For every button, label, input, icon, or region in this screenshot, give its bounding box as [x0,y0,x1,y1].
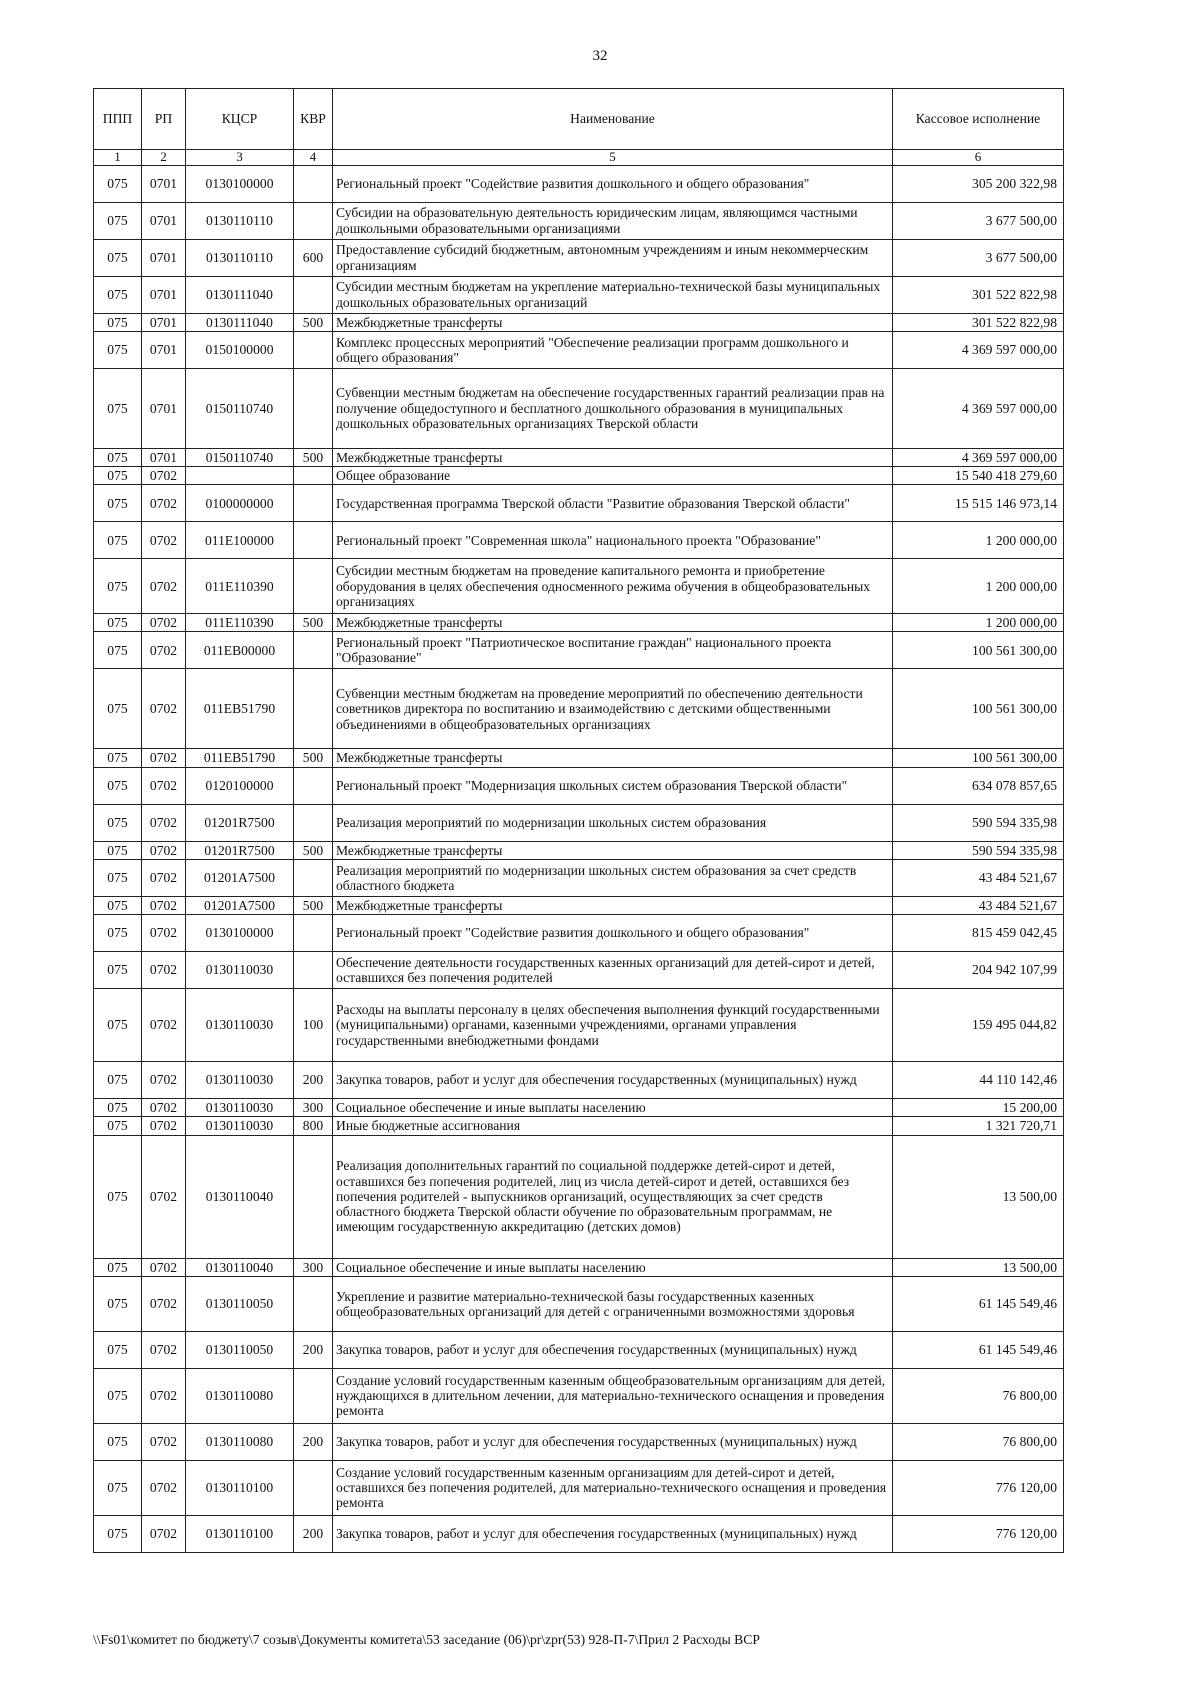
cell-kvr: 200 [294,1423,333,1460]
cell-kvr [294,915,333,952]
table-row [94,614,1064,632]
cell-ppp: 075 [94,1258,142,1276]
cell-ppp: 075 [94,1423,142,1460]
cell-rp: 0702 [142,1460,186,1515]
cell-ppp: 075 [94,1331,142,1368]
table-row [94,804,1064,841]
cell-name: Закупка товаров, работ и услуг для обеспечения государственных (муниципальных) нужд [333,1515,893,1552]
cell-kcsr: 0130110030 [186,989,294,1062]
header-name: Наименование [333,89,893,150]
cell-name: Создание условий государственным казенным общеобразовательным организациям для детей, нуждающихся в длительном лечении, для материально-технического оснащения и проведения ремонта [333,1368,893,1423]
cell-name: Закупка товаров, работ и услуг для обеспечения государственных (муниципальных) нужд [333,1062,893,1099]
cell-rp: 0702 [142,1258,186,1276]
cell-name: Региональный проект "Патриотическое воспитание граждан" национального проекта "Образование" [333,632,893,669]
cell-name: Субвенции местным бюджетам на проведение мероприятий по обеспечению деятельности советников директора по воспитанию и взаимодействию с детскими общественными объединениями в общеобразовательных организациях [333,669,893,749]
table-row [94,522,1064,559]
cell-kvr [294,331,333,368]
cell-rp: 0702 [142,522,186,559]
cell-amount: 301 522 822,98 [893,276,1064,313]
cell-kvr [294,466,333,484]
cell-amount: 776 120,00 [893,1460,1064,1515]
cell-ppp: 075 [94,1117,142,1135]
cell-rp: 0702 [142,485,186,522]
cell-amount: 4 369 597 000,00 [893,331,1064,368]
cell-rp: 0702 [142,1368,186,1423]
table-row [94,368,1064,448]
cell-rp: 0701 [142,202,186,239]
table-row [94,896,1064,914]
cell-amount: 100 561 300,00 [893,669,1064,749]
cell-amount: 13 500,00 [893,1258,1064,1276]
cell-kvr [294,952,333,989]
cell-rp: 0702 [142,915,186,952]
cell-rp: 0701 [142,276,186,313]
cell-rp: 0702 [142,1062,186,1099]
header-row [94,89,1064,150]
header-kcsr: КЦСР [186,89,294,150]
cell-kvr: 500 [294,749,333,767]
cell-name: Региональный проект "Модернизация школьных систем образования Тверской области" [333,767,893,804]
column-number: 3 [186,150,294,166]
table-row [94,915,1064,952]
cell-amount: 4 369 597 000,00 [893,368,1064,448]
cell-rp: 0701 [142,331,186,368]
table-body [94,165,1064,1552]
cell-amount: 159 495 044,82 [893,989,1064,1062]
cell-ppp: 075 [94,368,142,448]
cell-kcsr [186,466,294,484]
cell-kvr [294,559,333,614]
cell-ppp: 075 [94,952,142,989]
cell-ppp: 075 [94,1515,142,1552]
cell-kcsr: 01201A7500 [186,859,294,896]
cell-kcsr: 0150110740 [186,448,294,466]
header-rp: РП [142,89,186,150]
cell-rp: 0702 [142,1135,186,1258]
cell-name: Межбюджетные трансферты [333,313,893,331]
cell-kvr [294,767,333,804]
cell-name: Реализация дополнительных гарантий по социальной поддержке детей-сирот и детей, оставшихся без попечения родителей, лиц из числа детей-сирот и детей, оставшихся без попечения родителей - выпускников организаций, осуществляющих за счет средств областного бюджета Тверской области обучение по образовательным программам, не имеющим государственную аккредитацию (детских домов) [333,1135,893,1258]
cell-ppp: 075 [94,1368,142,1423]
cell-kvr [294,632,333,669]
cell-kcsr: 0130110100 [186,1515,294,1552]
cell-ppp: 075 [94,313,142,331]
cell-ppp: 075 [94,989,142,1062]
cell-rp: 0702 [142,1099,186,1117]
table-row [94,1258,1064,1276]
table-row [94,669,1064,749]
cell-kcsr: 01201A7500 [186,896,294,914]
cell-name: Региональный проект "Современная школа" национального проекта "Образование" [333,522,893,559]
cell-name: Межбюджетные трансферты [333,448,893,466]
cell-kvr: 500 [294,841,333,859]
cell-ppp: 075 [94,841,142,859]
table-row [94,767,1064,804]
cell-amount: 590 594 335,98 [893,841,1064,859]
cell-amount: 13 500,00 [893,1135,1064,1258]
cell-amount: 1 200 000,00 [893,614,1064,632]
footer-file-path: \\Fs01\комитет по бюджету\7 созыв\Документы комитета\53 заседание (06)\pr\zpr(53) 928-П-7\Прил 2 Расходы ВСР [93,1632,760,1647]
cell-rp: 0702 [142,841,186,859]
cell-kvr: 500 [294,448,333,466]
cell-kcsr: 0130110030 [186,1099,294,1117]
table-row [94,239,1064,276]
cell-ppp: 075 [94,896,142,914]
cell-kcsr: 0150100000 [186,331,294,368]
cell-rp: 0702 [142,669,186,749]
cell-amount: 100 561 300,00 [893,749,1064,767]
cell-kvr: 600 [294,239,333,276]
cell-kvr [294,165,333,202]
cell-kvr [294,276,333,313]
table-row [94,466,1064,484]
cell-rp: 0701 [142,239,186,276]
cell-name: Расходы на выплаты персоналу в целях обеспечения выполнения функций государственными (муниципальными) органами, казенными учреждениями, органами управления государственными внебюджетными фондами [333,989,893,1062]
cell-ppp: 075 [94,1460,142,1515]
cell-amount: 305 200 322,98 [893,165,1064,202]
cell-kvr: 500 [294,896,333,914]
cell-rp: 0702 [142,859,186,896]
cell-name: Комплекс процессных мероприятий "Обеспечение реализации программ дошкольного и общего образования" [333,331,893,368]
cell-amount: 15 515 146 973,14 [893,485,1064,522]
cell-ppp: 075 [94,448,142,466]
cell-ppp: 075 [94,331,142,368]
cell-kcsr: 0130110030 [186,952,294,989]
cell-rp: 0702 [142,749,186,767]
cell-kvr [294,804,333,841]
cell-name: Реализация мероприятий по модернизации школьных систем образования [333,804,893,841]
cell-name: Закупка товаров, работ и услуг для обеспечения государственных (муниципальных) нужд [333,1331,893,1368]
cell-amount: 15 200,00 [893,1099,1064,1117]
cell-amount: 100 561 300,00 [893,632,1064,669]
cell-kvr: 100 [294,989,333,1062]
cell-kvr [294,485,333,522]
table-row [94,749,1064,767]
cell-ppp: 075 [94,1062,142,1099]
table-row [94,1368,1064,1423]
cell-kcsr: 011EB51790 [186,749,294,767]
cell-kvr [294,1276,333,1331]
cell-amount: 3 677 500,00 [893,202,1064,239]
cell-ppp: 075 [94,749,142,767]
header-kvr: КВР [294,89,333,150]
cell-amount: 590 594 335,98 [893,804,1064,841]
cell-ppp: 075 [94,859,142,896]
cell-name: Субсидии местным бюджетам на проведение капитального ремонта и приобретение оборудования в целях обеспечения односменного режима обучения в общеобразовательных организациях [333,559,893,614]
cell-kvr [294,1460,333,1515]
cell-kcsr: 0150110740 [186,368,294,448]
cell-rp: 0702 [142,1515,186,1552]
cell-ppp: 075 [94,466,142,484]
cell-ppp: 075 [94,202,142,239]
cell-amount: 43 484 521,67 [893,859,1064,896]
cell-ppp: 075 [94,522,142,559]
column-number: 4 [294,150,333,166]
cell-kvr [294,859,333,896]
table-row [94,1423,1064,1460]
page-number: 32 [592,48,608,64]
cell-rp: 0702 [142,559,186,614]
header-ppp: ППП [94,89,142,150]
cell-kcsr: 01201R7500 [186,804,294,841]
table-row [94,952,1064,989]
cell-ppp: 075 [94,614,142,632]
cell-name: Иные бюджетные ассигнования [333,1117,893,1135]
cell-amount: 61 145 549,46 [893,1331,1064,1368]
column-number: 6 [893,150,1064,166]
cell-kvr: 500 [294,614,333,632]
cell-ppp: 075 [94,559,142,614]
cell-name: Реализация мероприятий по модернизации школьных систем образования за счет средств областного бюджета [333,859,893,896]
cell-amount: 61 145 549,46 [893,1276,1064,1331]
cell-kcsr: 0120100000 [186,767,294,804]
cell-kcsr: 0130110050 [186,1276,294,1331]
cell-kcsr: 0130100000 [186,915,294,952]
cell-amount: 1 200 000,00 [893,559,1064,614]
table-row [94,559,1064,614]
header-amount: Кассовое исполнение [893,89,1064,150]
cell-amount: 776 120,00 [893,1515,1064,1552]
cell-rp: 0701 [142,368,186,448]
cell-amount: 15 540 418 279,60 [893,466,1064,484]
cell-amount: 4 369 597 000,00 [893,448,1064,466]
table-row [94,448,1064,466]
cell-name: Социальное обеспечение и иные выплаты населению [333,1099,893,1117]
cell-kvr [294,1135,333,1258]
cell-kvr: 200 [294,1062,333,1099]
cell-ppp: 075 [94,669,142,749]
cell-amount: 44 110 142,46 [893,1062,1064,1099]
table-row [94,313,1064,331]
cell-kvr [294,202,333,239]
table-row [94,841,1064,859]
table-row [94,331,1064,368]
cell-kcsr: 011E110390 [186,614,294,632]
cell-name: Обеспечение деятельности государственных казенных организаций для детей-сирот и детей, оставшихся без попечения родителей [333,952,893,989]
table-row [94,1135,1064,1258]
cell-name: Региональный проект "Содействие развития дошкольного и общего образования" [333,915,893,952]
table-row [94,632,1064,669]
cell-ppp: 075 [94,276,142,313]
cell-ppp: 075 [94,1099,142,1117]
table-row [94,202,1064,239]
column-number-row [94,150,1064,166]
cell-name: Общее образование [333,466,893,484]
cell-kvr: 200 [294,1331,333,1368]
cell-kcsr: 0130111040 [186,313,294,331]
column-number: 5 [333,150,893,166]
cell-name: Создание условий государственным казенным организациям для детей-сирот и детей, оставшихся без попечения родителей, для материально-технического оснащения и проведения ремонта [333,1460,893,1515]
cell-name: Межбюджетные трансферты [333,841,893,859]
cell-amount: 1 200 000,00 [893,522,1064,559]
table-row [94,1117,1064,1135]
table-row [94,1515,1064,1552]
cell-rp: 0702 [142,1331,186,1368]
cell-kcsr: 01201R7500 [186,841,294,859]
cell-ppp: 075 [94,804,142,841]
table-row [94,485,1064,522]
table-row [94,165,1064,202]
cell-kcsr: 0130110080 [186,1368,294,1423]
cell-rp: 0702 [142,804,186,841]
cell-amount: 1 321 720,71 [893,1117,1064,1135]
cell-kvr: 500 [294,313,333,331]
cell-amount: 76 800,00 [893,1423,1064,1460]
cell-ppp: 075 [94,1276,142,1331]
cell-ppp: 075 [94,767,142,804]
cell-name: Закупка товаров, работ и услуг для обеспечения государственных (муниципальных) нужд [333,1423,893,1460]
table-row [94,1099,1064,1117]
cell-kcsr: 011E100000 [186,522,294,559]
cell-kvr: 300 [294,1099,333,1117]
cell-ppp: 075 [94,1135,142,1258]
cell-name: Субсидии на образовательную деятельность юридическим лицам, являющимся частными дошкольными образовательными организациями [333,202,893,239]
column-number: 1 [94,150,142,166]
cell-ppp: 075 [94,485,142,522]
cell-kcsr: 0130110040 [186,1258,294,1276]
table-row [94,1062,1064,1099]
cell-kvr [294,1368,333,1423]
cell-amount: 3 677 500,00 [893,239,1064,276]
cell-ppp: 075 [94,915,142,952]
cell-amount: 815 459 042,45 [893,915,1064,952]
budget-table [93,88,1064,1553]
cell-kcsr: 0130110080 [186,1423,294,1460]
table-row [94,1276,1064,1331]
cell-ppp: 075 [94,165,142,202]
cell-kcsr: 0130110110 [186,239,294,276]
cell-kcsr: 0130110100 [186,1460,294,1515]
table-row [94,276,1064,313]
cell-rp: 0702 [142,1117,186,1135]
cell-amount: 43 484 521,67 [893,896,1064,914]
cell-name: Субвенции местным бюджетам на обеспечение государственных гарантий реализации прав на получение общедоступного и бесплатного дошкольного образования в муниципальных дошкольных образовательных организациях Тверской области [333,368,893,448]
cell-rp: 0701 [142,165,186,202]
cell-name: Региональный проект "Содействие развития дошкольного и общего образования" [333,165,893,202]
cell-name: Государственная программа Тверской области "Развитие образования Тверской области" [333,485,893,522]
cell-rp: 0702 [142,632,186,669]
cell-kvr: 200 [294,1515,333,1552]
cell-amount: 301 522 822,98 [893,313,1064,331]
column-number: 2 [142,150,186,166]
cell-kcsr: 0130100000 [186,165,294,202]
cell-kvr [294,669,333,749]
table-row [94,1331,1064,1368]
cell-name: Межбюджетные трансферты [333,896,893,914]
cell-kvr: 300 [294,1258,333,1276]
cell-rp: 0701 [142,313,186,331]
cell-rp: 0702 [142,767,186,804]
cell-name: Субсидии местным бюджетам на укрепление материально-технической базы муниципальных дошкольных образовательных организаций [333,276,893,313]
cell-amount: 634 078 857,65 [893,767,1064,804]
cell-kcsr: 011EB00000 [186,632,294,669]
cell-kcsr: 0130110030 [186,1062,294,1099]
cell-name: Укрепление и развитие материально-технической базы государственных казенных общеобразовательных организаций для детей с ограниченными возможностями здоровья [333,1276,893,1331]
table-row [94,989,1064,1062]
cell-kcsr: 0130110040 [186,1135,294,1258]
cell-name: Межбюджетные трансферты [333,614,893,632]
cell-kcsr: 0130110110 [186,202,294,239]
cell-kvr: 800 [294,1117,333,1135]
cell-kvr [294,522,333,559]
cell-rp: 0702 [142,896,186,914]
cell-name: Предоставление субсидий бюджетным, автономным учреждениям и иным некоммерческим организациям [333,239,893,276]
cell-rp: 0702 [142,466,186,484]
cell-ppp: 075 [94,239,142,276]
cell-rp: 0702 [142,989,186,1062]
cell-kcsr: 0100000000 [186,485,294,522]
cell-rp: 0702 [142,1276,186,1331]
cell-ppp: 075 [94,632,142,669]
cell-rp: 0702 [142,952,186,989]
cell-kcsr: 0130110050 [186,1331,294,1368]
cell-rp: 0702 [142,614,186,632]
cell-amount: 204 942 107,99 [893,952,1064,989]
cell-kcsr: 011E110390 [186,559,294,614]
cell-amount: 76 800,00 [893,1368,1064,1423]
table-row [94,859,1064,896]
cell-name: Социальное обеспечение и иные выплаты населению [333,1258,893,1276]
cell-kvr [294,368,333,448]
cell-kcsr: 0130110030 [186,1117,294,1135]
cell-rp: 0701 [142,448,186,466]
cell-kcsr: 0130111040 [186,276,294,313]
table-row [94,1460,1064,1515]
cell-kcsr: 011EB51790 [186,669,294,749]
cell-name: Межбюджетные трансферты [333,749,893,767]
cell-rp: 0702 [142,1423,186,1460]
